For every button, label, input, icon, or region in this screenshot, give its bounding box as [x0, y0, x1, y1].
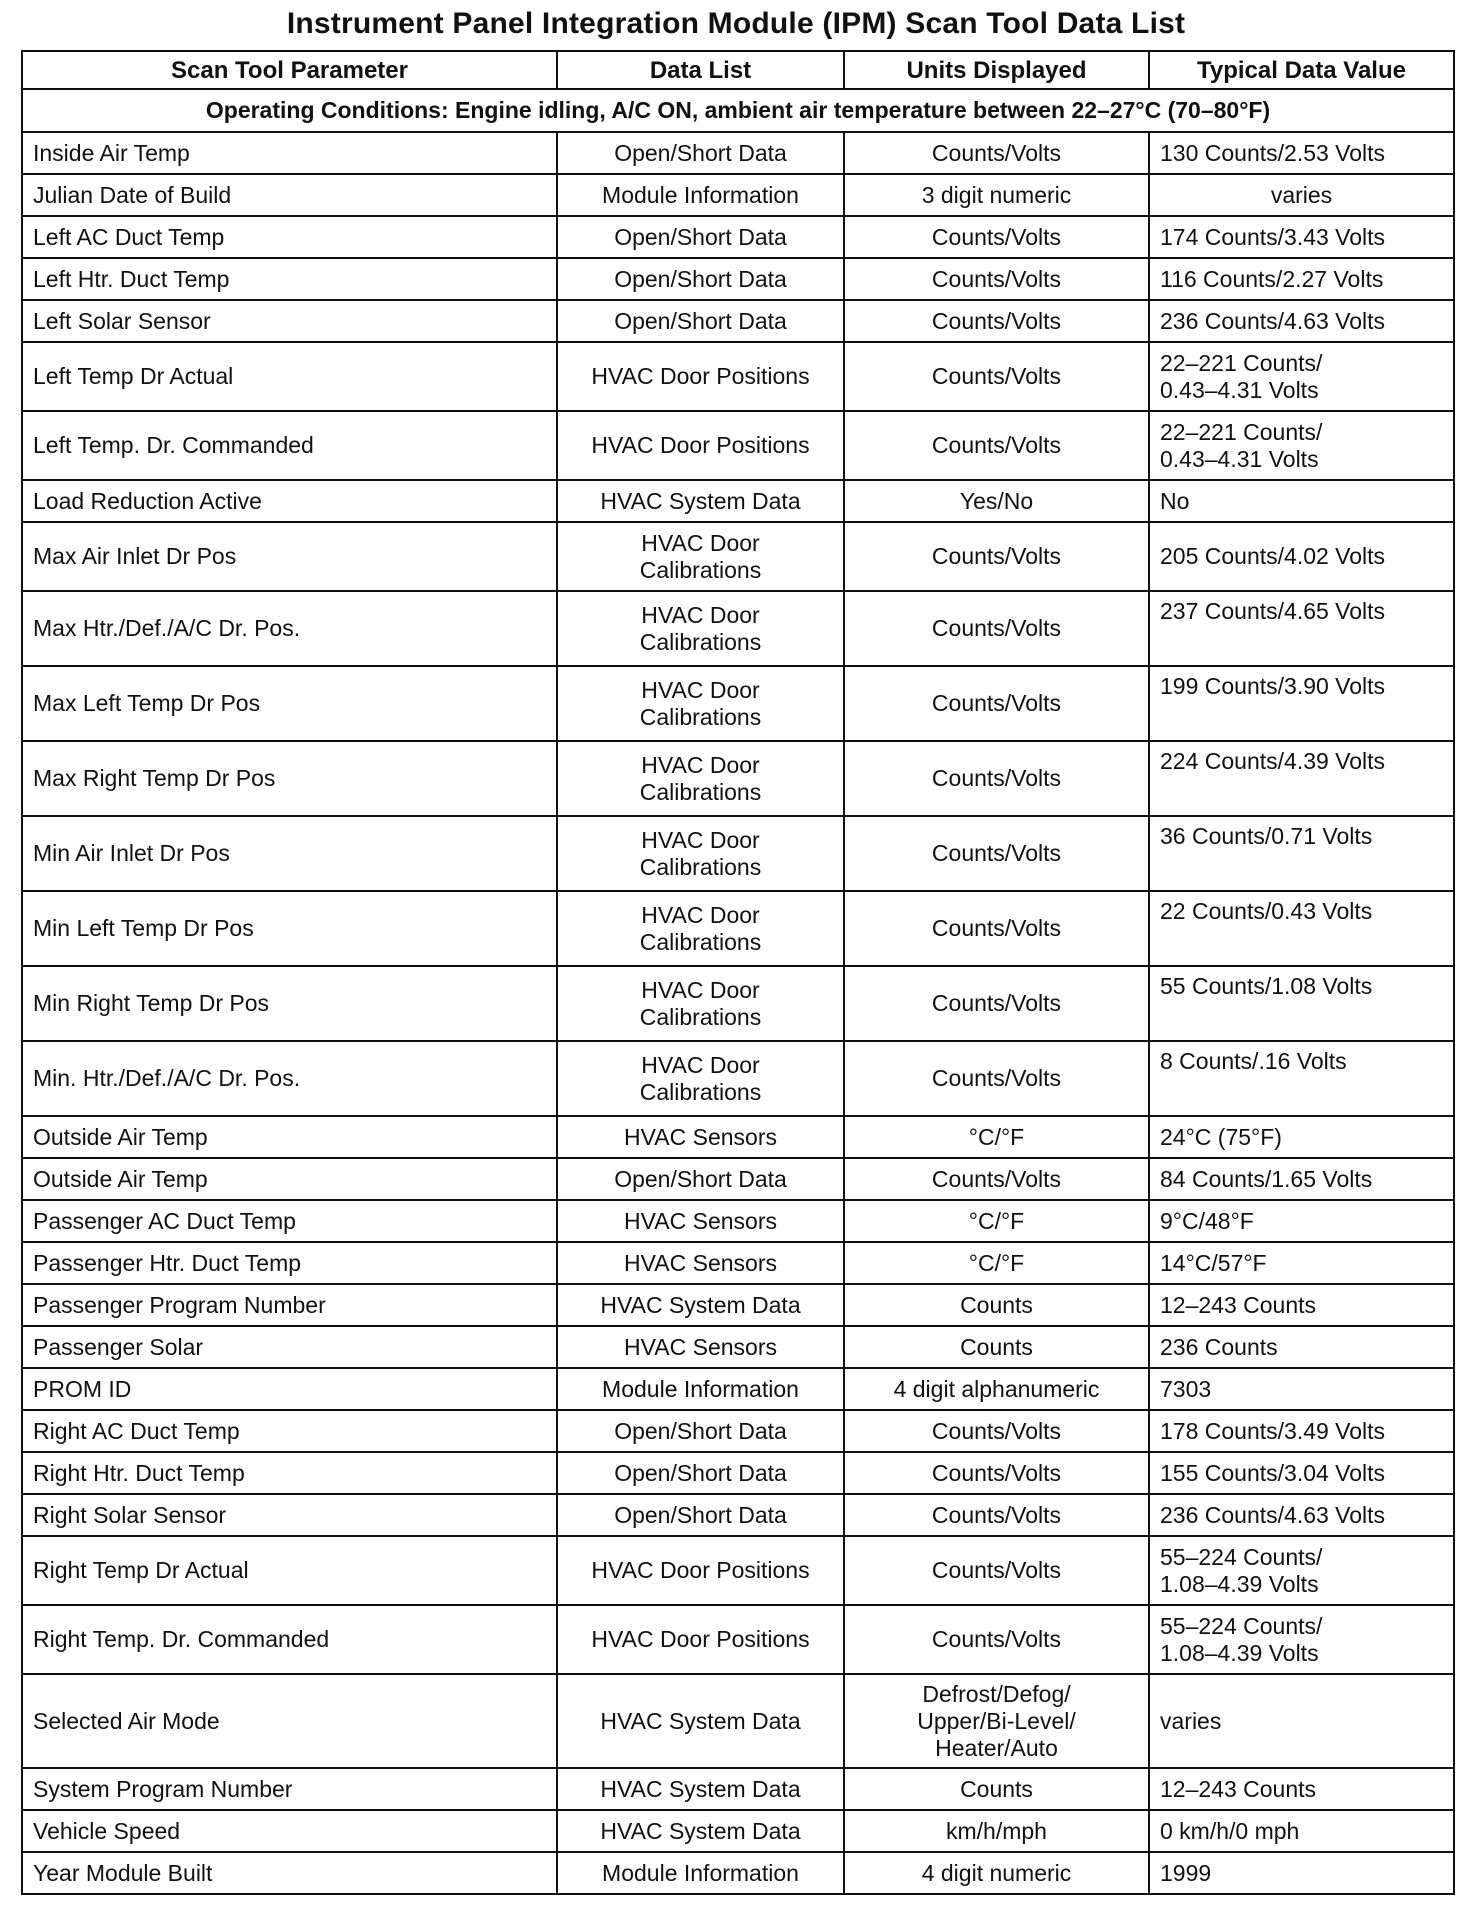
units-cell: Counts/Volts — [844, 132, 1149, 174]
data-list-cell: HVAC Sensors — [557, 1116, 844, 1158]
value-cell: varies — [1149, 174, 1454, 216]
data-list-cell: Open/Short Data — [557, 1158, 844, 1200]
table-row — [22, 666, 1454, 741]
value-cell: 22 Counts/0.43 Volts — [1149, 891, 1454, 966]
table-row — [22, 1536, 1454, 1605]
value-cell: 236 Counts/4.63 Volts — [1149, 1494, 1454, 1536]
value-cell: 12–243 Counts — [1149, 1768, 1454, 1810]
parameter-cell: Min. Htr./Def./A/C Dr. Pos. — [22, 1041, 557, 1116]
parameter-cell: Left Temp. Dr. Commanded — [22, 411, 557, 480]
table-row — [22, 1452, 1454, 1494]
units-cell: Counts/Volts — [844, 591, 1149, 666]
units-cell: 4 digit alphanumeric — [844, 1368, 1149, 1410]
units-cell: Yes/No — [844, 480, 1149, 522]
table-row — [22, 174, 1454, 216]
column-header-data-list: Data List — [557, 51, 844, 89]
value-cell: 36 Counts/0.71 Volts — [1149, 816, 1454, 891]
parameter-cell: Left Solar Sensor — [22, 300, 557, 342]
units-cell: Counts/Volts — [844, 1494, 1149, 1536]
data-list-cell: Open/Short Data — [557, 1410, 844, 1452]
column-header-parameter: Scan Tool Parameter — [22, 51, 557, 89]
parameter-cell: Year Module Built — [22, 1852, 557, 1894]
table-row — [22, 1494, 1454, 1536]
value-cell: 9°C/48°F — [1149, 1200, 1454, 1242]
units-cell: Counts/Volts — [844, 522, 1149, 591]
data-list-cell: Open/Short Data — [557, 1494, 844, 1536]
data-list-cell: HVAC Door Positions — [557, 342, 844, 411]
units-cell: Counts/Volts — [844, 1536, 1149, 1605]
parameter-cell: Max Air Inlet Dr Pos — [22, 522, 557, 591]
scan-tool-data-table — [21, 50, 1455, 1895]
units-cell: Counts/Volts — [844, 666, 1149, 741]
table-header-row — [22, 51, 1454, 89]
table-row — [22, 1674, 1454, 1768]
value-cell: 55–224 Counts/ 1.08–4.39 Volts — [1149, 1605, 1454, 1674]
units-cell: Counts/Volts — [844, 1041, 1149, 1116]
units-cell: °C/°F — [844, 1200, 1149, 1242]
units-cell: 4 digit numeric — [844, 1852, 1149, 1894]
table-row — [22, 1605, 1454, 1674]
table-row — [22, 1284, 1454, 1326]
value-cell: 12–243 Counts — [1149, 1284, 1454, 1326]
parameter-cell: Right AC Duct Temp — [22, 1410, 557, 1452]
data-list-cell: Open/Short Data — [557, 300, 844, 342]
parameter-cell: Left AC Duct Temp — [22, 216, 557, 258]
units-cell: 3 digit numeric — [844, 174, 1149, 216]
data-list-cell: HVAC System Data — [557, 480, 844, 522]
data-list-cell: HVAC System Data — [557, 1810, 844, 1852]
units-cell: Counts/Volts — [844, 300, 1149, 342]
table-row — [22, 522, 1454, 591]
data-list-cell: HVAC Door Calibrations — [557, 816, 844, 891]
value-cell: No — [1149, 480, 1454, 522]
units-cell: °C/°F — [844, 1116, 1149, 1158]
data-list-cell: Open/Short Data — [557, 258, 844, 300]
units-cell: Counts/Volts — [844, 342, 1149, 411]
units-cell: Counts/Volts — [844, 741, 1149, 816]
table-row — [22, 1158, 1454, 1200]
data-list-cell: HVAC Door Calibrations — [557, 741, 844, 816]
table-row — [22, 1410, 1454, 1452]
table-row — [22, 411, 1454, 480]
table-row — [22, 132, 1454, 174]
value-cell: 1999 — [1149, 1852, 1454, 1894]
value-cell: 205 Counts/4.02 Volts — [1149, 522, 1454, 591]
value-cell: 237 Counts/4.65 Volts — [1149, 591, 1454, 666]
value-cell: 174 Counts/3.43 Volts — [1149, 216, 1454, 258]
table-row — [22, 216, 1454, 258]
parameter-cell: PROM ID — [22, 1368, 557, 1410]
parameter-cell: Inside Air Temp — [22, 132, 557, 174]
data-list-cell: HVAC Sensors — [557, 1200, 844, 1242]
parameter-cell: Min Right Temp Dr Pos — [22, 966, 557, 1041]
parameter-cell: Left Htr. Duct Temp — [22, 258, 557, 300]
document-title: Instrument Panel Integration Module (IPM) Scan Tool Data List — [286, 7, 1186, 40]
data-list-cell: Open/Short Data — [557, 216, 844, 258]
units-cell: Counts/Volts — [844, 1452, 1149, 1494]
parameter-cell: Outside Air Temp — [22, 1116, 557, 1158]
table-row — [22, 1242, 1454, 1284]
table-row — [22, 1768, 1454, 1810]
parameter-cell: Right Solar Sensor — [22, 1494, 557, 1536]
value-cell: 84 Counts/1.65 Volts — [1149, 1158, 1454, 1200]
units-cell: Counts/Volts — [844, 966, 1149, 1041]
data-list-cell: Module Information — [557, 174, 844, 216]
units-cell: km/h/mph — [844, 1810, 1149, 1852]
value-cell: 22–221 Counts/ 0.43–4.31 Volts — [1149, 342, 1454, 411]
units-cell: Defrost/Defog/ Upper/Bi-Level/ Heater/Auto — [844, 1674, 1149, 1768]
value-cell: 0 km/h/0 mph — [1149, 1810, 1454, 1852]
data-list-cell: HVAC Door Calibrations — [557, 966, 844, 1041]
table-row — [22, 1116, 1454, 1158]
table-row — [22, 258, 1454, 300]
table-row — [22, 816, 1454, 891]
table-row — [22, 966, 1454, 1041]
units-cell: Counts/Volts — [844, 1410, 1149, 1452]
data-list-cell: HVAC Door Positions — [557, 1536, 844, 1605]
table-row — [22, 300, 1454, 342]
parameter-cell: Max Left Temp Dr Pos — [22, 666, 557, 741]
table-row — [22, 1368, 1454, 1410]
parameter-cell: Julian Date of Build — [22, 174, 557, 216]
value-cell: 178 Counts/3.49 Volts — [1149, 1410, 1454, 1452]
units-cell: °C/°F — [844, 1242, 1149, 1284]
data-list-cell: HVAC Sensors — [557, 1326, 844, 1368]
data-list-cell: HVAC System Data — [557, 1284, 844, 1326]
value-cell: 224 Counts/4.39 Volts — [1149, 741, 1454, 816]
value-cell: 55 Counts/1.08 Volts — [1149, 966, 1454, 1041]
table-row — [22, 1200, 1454, 1242]
value-cell: 236 Counts — [1149, 1326, 1454, 1368]
parameter-cell: Passenger Htr. Duct Temp — [22, 1242, 557, 1284]
units-cell: Counts/Volts — [844, 216, 1149, 258]
parameter-cell: Load Reduction Active — [22, 480, 557, 522]
column-header-units: Units Displayed — [844, 51, 1149, 89]
units-cell: Counts — [844, 1284, 1149, 1326]
data-list-cell: HVAC Door Calibrations — [557, 666, 844, 741]
value-cell: 24°C (75°F) — [1149, 1116, 1454, 1158]
value-cell: 55–224 Counts/ 1.08–4.39 Volts — [1149, 1536, 1454, 1605]
data-list-cell: Module Information — [557, 1852, 844, 1894]
units-cell: Counts/Volts — [844, 1158, 1149, 1200]
column-header-value: Typical Data Value — [1149, 51, 1454, 89]
parameter-cell: Vehicle Speed — [22, 1810, 557, 1852]
table-row — [22, 891, 1454, 966]
table-row — [22, 741, 1454, 816]
table-row — [22, 480, 1454, 522]
table-row — [22, 1852, 1454, 1894]
units-cell: Counts/Volts — [844, 411, 1149, 480]
value-cell: 22–221 Counts/ 0.43–4.31 Volts — [1149, 411, 1454, 480]
value-cell: 130 Counts/2.53 Volts — [1149, 132, 1454, 174]
units-cell: Counts/Volts — [844, 258, 1149, 300]
parameter-cell: Max Htr./Def./A/C Dr. Pos. — [22, 591, 557, 666]
data-list-cell: Module Information — [557, 1368, 844, 1410]
parameter-cell: Outside Air Temp — [22, 1158, 557, 1200]
data-list-cell: HVAC Door Positions — [557, 1605, 844, 1674]
value-cell: 155 Counts/3.04 Volts — [1149, 1452, 1454, 1494]
data-list-cell: HVAC Door Positions — [557, 411, 844, 480]
value-cell: 7303 — [1149, 1368, 1454, 1410]
data-list-cell: HVAC Door Calibrations — [557, 591, 844, 666]
table-row — [22, 1326, 1454, 1368]
parameter-cell: Min Air Inlet Dr Pos — [22, 816, 557, 891]
value-cell: 199 Counts/3.90 Volts — [1149, 666, 1454, 741]
table-row — [22, 1810, 1454, 1852]
parameter-cell: Selected Air Mode — [22, 1674, 557, 1768]
parameter-cell: Passenger AC Duct Temp — [22, 1200, 557, 1242]
table-row — [22, 1041, 1454, 1116]
value-cell: 8 Counts/.16 Volts — [1149, 1041, 1454, 1116]
data-list-cell: HVAC Sensors — [557, 1242, 844, 1284]
value-cell: 116 Counts/2.27 Volts — [1149, 258, 1454, 300]
parameter-cell: Passenger Program Number — [22, 1284, 557, 1326]
parameter-cell: Passenger Solar — [22, 1326, 557, 1368]
operating-conditions-row — [22, 89, 1454, 132]
units-cell: Counts — [844, 1326, 1149, 1368]
data-list-cell: HVAC Door Calibrations — [557, 891, 844, 966]
value-cell: 236 Counts/4.63 Volts — [1149, 300, 1454, 342]
units-cell: Counts — [844, 1768, 1149, 1810]
data-list-cell: HVAC System Data — [557, 1768, 844, 1810]
units-cell: Counts/Volts — [844, 891, 1149, 966]
parameter-cell: Min Left Temp Dr Pos — [22, 891, 557, 966]
table-row — [22, 591, 1454, 666]
parameter-cell: Max Right Temp Dr Pos — [22, 741, 557, 816]
parameter-cell: Right Htr. Duct Temp — [22, 1452, 557, 1494]
parameter-cell: System Program Number — [22, 1768, 557, 1810]
parameter-cell: Right Temp. Dr. Commanded — [22, 1605, 557, 1674]
data-list-cell: HVAC System Data — [557, 1674, 844, 1768]
value-cell: varies — [1149, 1674, 1454, 1768]
value-cell: 14°C/57°F — [1149, 1242, 1454, 1284]
table-row — [22, 342, 1454, 411]
data-list-cell: Open/Short Data — [557, 132, 844, 174]
data-list-cell: Open/Short Data — [557, 1452, 844, 1494]
units-cell: Counts/Volts — [844, 1605, 1149, 1674]
parameter-cell: Left Temp Dr Actual — [22, 342, 557, 411]
parameter-cell: Right Temp Dr Actual — [22, 1536, 557, 1605]
data-list-cell: HVAC Door Calibrations — [557, 1041, 844, 1116]
operating-conditions: Operating Conditions: Engine idling, A/C ON, ambient air temperature between 22–27°C (70–80°F) — [22, 89, 1454, 132]
data-list-cell: HVAC Door Calibrations — [557, 522, 844, 591]
units-cell: Counts/Volts — [844, 816, 1149, 891]
